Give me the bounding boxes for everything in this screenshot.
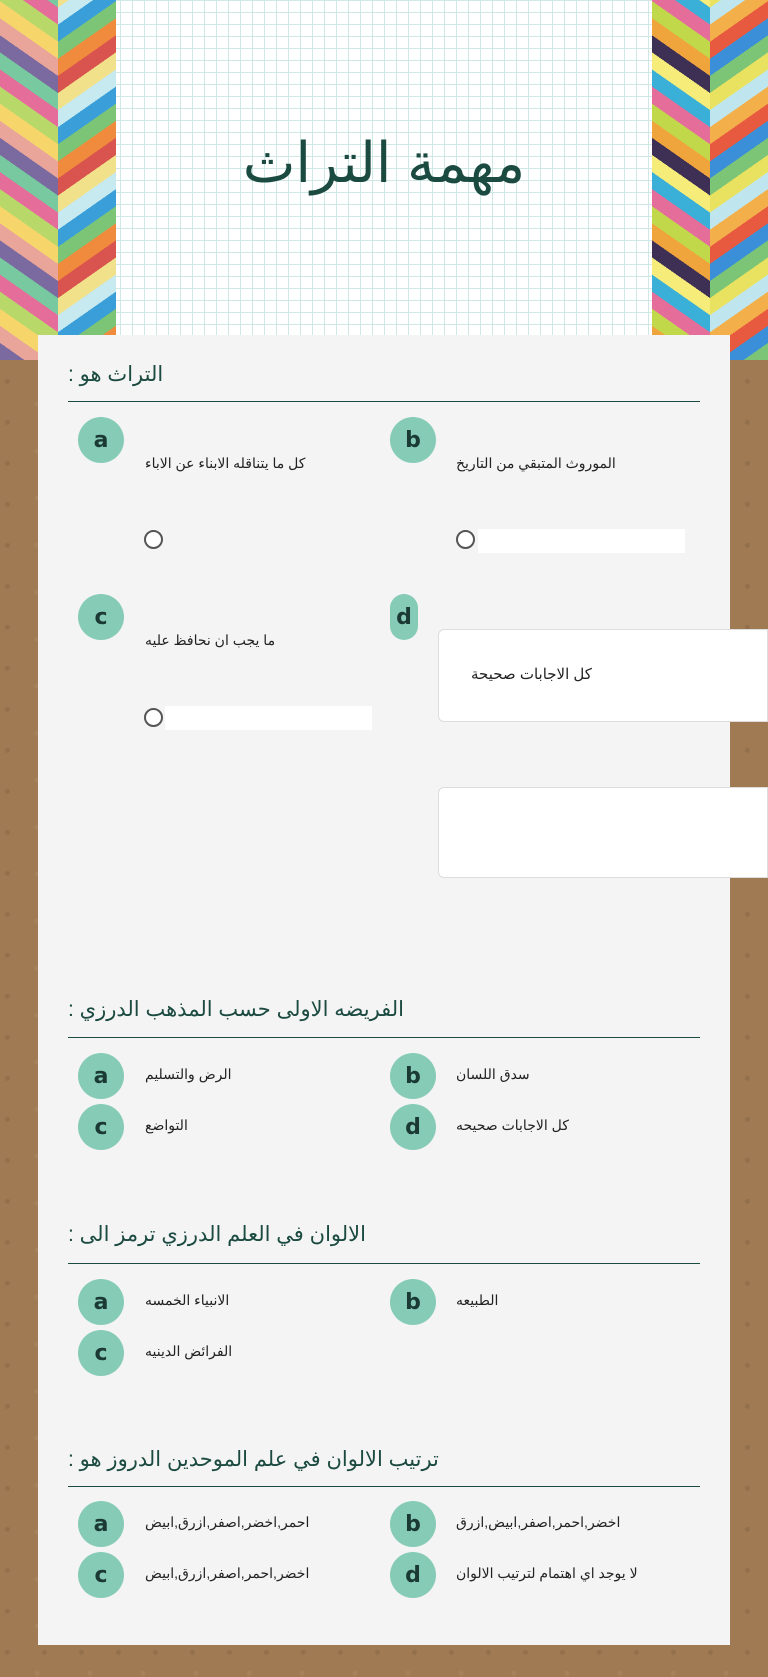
option-letter-c: c (78, 594, 124, 640)
option-letter-c: c (78, 1330, 124, 1376)
radio-option-a[interactable] (144, 530, 163, 549)
header (0, 0, 768, 336)
radio-option-b[interactable] (456, 530, 475, 549)
option-text: ما يجب ان نحافظ عليه (145, 632, 276, 648)
option-text: كل ما يتناقله الابناء عن الاباء (145, 455, 306, 471)
divider (68, 1037, 700, 1038)
option-letter-b: b (390, 417, 436, 463)
option-letter-d: d (390, 1104, 436, 1150)
option-letter-a: a (78, 417, 124, 463)
option-letter-c: c (78, 1552, 124, 1598)
option-text: اخضر,احمر,اصفر,ازرق,ابيض (145, 1565, 310, 1581)
divider (68, 1263, 700, 1264)
option-letter-a: a (78, 1279, 124, 1325)
option-letter-d: d (390, 1552, 436, 1598)
option-text: الموروث المتبقي من التاريخ (456, 455, 616, 471)
option-text: اخضر,احمر,اصفر,ابيض,ازرق (456, 1514, 621, 1530)
option-letter-b: b (390, 1053, 436, 1099)
option-text: سدق اللسان (456, 1066, 530, 1082)
option-text: الرض والتسليم (145, 1066, 232, 1082)
empty-answer-box[interactable] (438, 787, 768, 878)
option-text: التواضع (145, 1117, 188, 1133)
option-text: كل الاجابات صحيحة (471, 666, 592, 683)
option-letter-d: d (390, 594, 418, 640)
answer-box-d[interactable] (438, 629, 768, 722)
option-letter-b: b (390, 1501, 436, 1547)
question-4-title: ترتيب الالوان في علم الموحدين الدروز هو : (68, 1448, 439, 1471)
option-text: كل الاجابات صحيحه (456, 1117, 569, 1133)
divider (68, 401, 700, 402)
option-text: الانبياء الخمسه (145, 1292, 230, 1308)
option-text: لا يوجد اي اهتمام لترتيب الالوان (456, 1565, 638, 1581)
option-text: الفرائض الدينيه (145, 1343, 233, 1359)
radio-option-c[interactable] (144, 708, 163, 727)
question-3-title: الالوان في العلم الدرزي ترمز الى : (68, 1223, 366, 1246)
page-title: مهمة التراث (242, 131, 526, 194)
option-letter-b: b (390, 1279, 436, 1325)
question-1-title: التراث هو : (68, 363, 164, 386)
option-letter-a: a (78, 1501, 124, 1547)
option-letter-c: c (78, 1104, 124, 1150)
option-text: احمر,اخضر,اصفر,ازرق,ابيض (145, 1514, 310, 1530)
question-2-title: الفريضه الاولى حسب المذهب الدرزي : (68, 998, 405, 1021)
answer-strip (165, 706, 372, 730)
option-text: الطبيعه (456, 1292, 499, 1308)
divider (68, 1486, 700, 1487)
answer-strip (478, 529, 685, 553)
option-letter-a: a (78, 1053, 124, 1099)
